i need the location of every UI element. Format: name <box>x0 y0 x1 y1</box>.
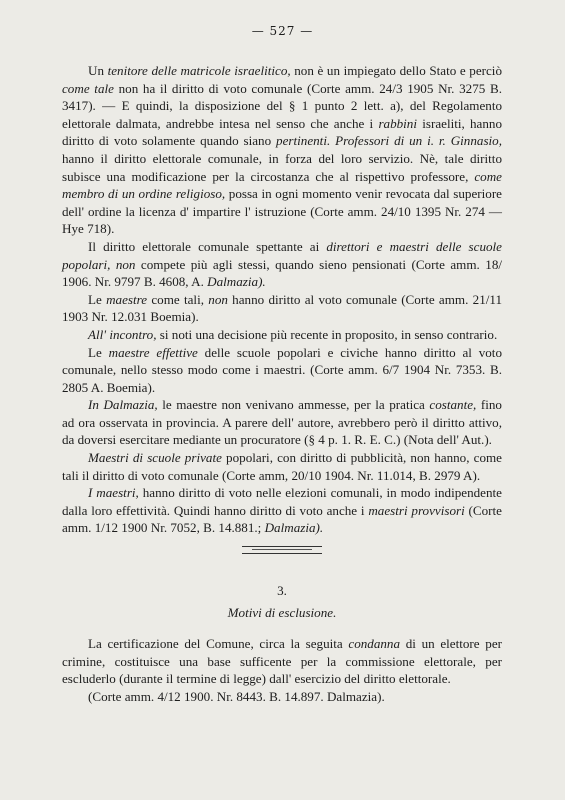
paragraph <box>62 396 502 449</box>
italic-run: In Dalmazia, <box>88 397 158 413</box>
text-run: Le <box>88 344 109 360</box>
paragraph <box>62 344 502 397</box>
text-run: le maestre non venivano ammesse, per la pratica <box>157 397 430 413</box>
italic-run: non <box>208 291 228 307</box>
italic-run: Dalmazia). <box>207 274 266 290</box>
italic-run: direttori e maestri delle scuole popolari, non <box>62 238 502 272</box>
text-run: (Corte amm. 1/12 1900 Nr. 7052, B. 14.881.; <box>62 502 502 536</box>
paragraph <box>62 62 502 238</box>
text-run: israeliti, hanno diritto di voto solamente quando siano <box>62 115 502 149</box>
paragraph <box>62 688 502 706</box>
paragraph <box>62 484 502 537</box>
italic-run: maestre effettive <box>108 344 198 360</box>
text-run: possa in ogni momento venir revocata dal superiore dell' ordine la licenza d' impartire l' istruzione (Corte amm. 24/10 1395 Nr. 274 — Hye 718). <box>62 186 502 237</box>
italic-run: rabbini <box>378 115 417 131</box>
text-run: hanno diritto al voto comunale (Corte amm. 21/11 1903 Nr. 12.031 Boemia). <box>62 291 502 325</box>
section-text <box>62 635 502 705</box>
page-number: — 527 — <box>251 24 314 38</box>
text-run: compete più agli stessi, quando sieno pensionati (Corte amm. 18/ 1906. Nr. 9797 B. 4608, A. <box>62 256 503 290</box>
italic-run: condanna <box>348 636 401 652</box>
paragraph <box>62 449 502 484</box>
text-run: non è un impiegato dello Stato e perciò <box>290 63 502 78</box>
paragraph <box>62 291 502 326</box>
section-title: Motivi di esclusione. <box>227 604 337 620</box>
italic-run: Dalmazia). <box>264 520 324 536</box>
text-run: hanno diritto di voto nelle elezioni comunali, in modo indipendente dalla loro effettività. Quindi hanno diritto di voto anche i <box>62 485 502 518</box>
text-run: La certificazione del Comune, circa la seguita <box>88 636 349 652</box>
text-run: popolari, con diritto di pubblicità, non hanno, come tali il diritto di voto comunale (Corte amm, 20/10 1904. Nr. 11.014, B. 2979 A). <box>62 450 502 483</box>
paragraph <box>62 635 502 688</box>
text-run: di un elettore per crimine, costituisce una base sufficente per la commissione elettorale, per escluderlo (durante il termine di legge) dall' esercizio del diritto elettorale. <box>62 636 502 687</box>
paragraph <box>62 326 502 344</box>
italic-run: maestre <box>106 291 148 307</box>
section-divider <box>242 546 322 554</box>
italic-run: come tale <box>62 80 114 96</box>
text-run: hanno il diritto elettorale comunale, in forza del loro servizio. Nè, tale diritto subisce una modificazione per la circostanza che al rispettivo professore, <box>62 150 502 184</box>
section-number: 3. <box>277 583 287 599</box>
text-run: delle scuole popolari e civiche hanno diritto al voto comunale, nello stesso modo come i maestri. (Corte amm. 6/7 1904 Nr. 7353. B. 2805 A. Boemia). <box>62 344 502 395</box>
paragraph <box>62 238 502 291</box>
italic-run: come membro di un ordine religioso, <box>62 168 502 202</box>
italic-run: maestri provvisori <box>368 502 465 518</box>
text-run: Un <box>88 63 108 78</box>
italic-run: I maestri, <box>88 485 139 501</box>
text-run: non ha il diritto di voto comunale (Corte amm. 24/3 1905 Nr. 3275 B. 3417). — E quindi, la disposizione del § 1 punto 2 lett. a), del Regolamento elettorale dalmata, andrebbe intesa nel senso che anche i <box>62 80 502 131</box>
text-run: (Corte amm. 4/12 1900. Nr. 8443. B. 14.897. Dalmazia). <box>88 689 385 704</box>
italic-run: tenitore delle matricole israelitico, <box>107 63 291 78</box>
italic-run: Maestri di scuole private <box>88 450 222 466</box>
text-run: si noti una decisione più recente in proposito, in senso contrario. <box>156 326 498 342</box>
text-run: Il diritto elettorale comunale spettante ai <box>88 238 327 254</box>
main-text <box>62 62 502 537</box>
text-run: fino ad ora osservata in provincia. A parere dell' autore, avrebbero però il diritto attivo, da doversi esercitare mediante un procuratore (§ 4 p. 1. R. E. C.) (Nota dell' Aut.). <box>62 397 502 448</box>
page-body <box>62 62 502 706</box>
text-run: come tali, <box>147 291 209 307</box>
italic-run: pertinenti. Professori di un i. r. Ginnasio, <box>276 133 502 149</box>
italic-run: costante, <box>429 397 477 413</box>
text-run: Le <box>88 291 107 307</box>
italic-run: All' incontro, <box>88 326 157 342</box>
